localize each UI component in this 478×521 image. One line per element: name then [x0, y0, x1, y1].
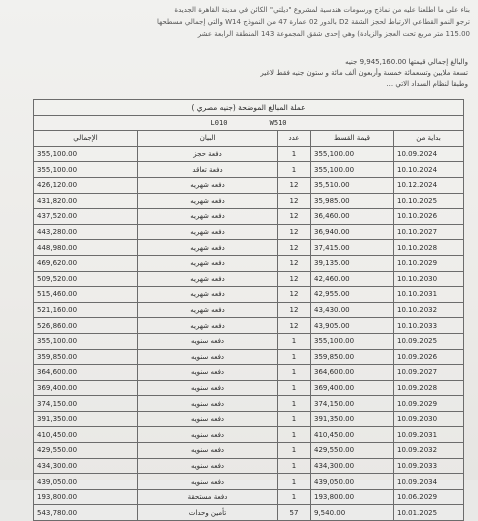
- cell-total: 526,860.00: [34, 318, 138, 334]
- cell-installment: 193,800.00: [311, 489, 394, 505]
- cell-description: دفعه شهريه: [138, 209, 278, 225]
- table-row: [34, 443, 464, 459]
- cell-installment: 434,300.00: [311, 458, 394, 474]
- cell-installment: 42,955.00: [311, 287, 394, 303]
- cell-total: 443,280.00: [34, 224, 138, 240]
- cell-start-date: 10.09.2032: [394, 443, 464, 459]
- intro-line: ترجو النمو القطاعي الارتباط لحجز الشقة D2 بالدور 02 عمارة 47 من النموذج W14 والتي إجمالي مسطحها: [157, 18, 470, 26]
- cell-total: 439,050.00: [34, 474, 138, 490]
- cell-total: 448,980.00: [34, 240, 138, 256]
- cell-start-date: 10.10.2027: [394, 224, 464, 240]
- table-row: [34, 271, 464, 287]
- cell-count: 1: [278, 458, 311, 474]
- cell-total: 437,520.00: [34, 209, 138, 225]
- cell-count: 1: [278, 443, 311, 459]
- cell-count: 1: [278, 349, 311, 365]
- cell-total: 193,800.00: [34, 489, 138, 505]
- cell-description: دفعه سنويه: [138, 427, 278, 443]
- cell-start-date: 10.09.2029: [394, 396, 464, 412]
- cell-count: 12: [278, 318, 311, 334]
- cell-description: دفعة حجز: [138, 146, 278, 162]
- table-row: [34, 333, 464, 349]
- cell-count: 12: [278, 177, 311, 193]
- cell-installment: 355,100.00: [311, 146, 394, 162]
- cell-count: 1: [278, 146, 311, 162]
- cell-installment: 9,540.00: [311, 505, 394, 521]
- header-count: عدد: [278, 131, 311, 147]
- cell-count: 12: [278, 209, 311, 225]
- cell-installment: 369,400.00: [311, 380, 394, 396]
- cell-description: دفعة مستحقة: [138, 489, 278, 505]
- total-in-words-line: تسعة ملايين وتسعمائة خمسة وأربعون ألف مائة و ستون جنيه فقط لاغير: [260, 69, 468, 77]
- table-row: [34, 146, 464, 162]
- table-row: [34, 505, 464, 521]
- cell-count: 12: [278, 224, 311, 240]
- cell-total: 429,550.00: [34, 443, 138, 459]
- table-title-row: [34, 100, 464, 116]
- table-header-row: [34, 131, 464, 147]
- table-code-row: [34, 115, 464, 131]
- table-row: [34, 177, 464, 193]
- cell-total: 543,780.00: [34, 505, 138, 521]
- cell-count: 1: [278, 380, 311, 396]
- total-price-line: والبالغ إجمالي قيمتها 9,945,160.00 جنيه: [345, 58, 468, 66]
- cell-total: 359,850.00: [34, 349, 138, 365]
- cell-start-date: 10.10.2033: [394, 318, 464, 334]
- intro-line: 115.00 متر مربع تحت العجز والزيادة) وهي إحدى شقق المجموعة 143 المنطقة الرابعة عشر: [197, 30, 470, 38]
- cell-description: دفعة تعاقد: [138, 162, 278, 178]
- price-summary: [120, 57, 468, 90]
- cell-installment: 355,100.00: [311, 333, 394, 349]
- cell-description: دفعه سنويه: [138, 396, 278, 412]
- cell-description: دفعه شهريه: [138, 271, 278, 287]
- cell-description: دفعه شهريه: [138, 177, 278, 193]
- cell-description: دفعه شهريه: [138, 287, 278, 303]
- cell-count: 1: [278, 333, 311, 349]
- cell-description: دفعه سنويه: [138, 443, 278, 459]
- table-row: [34, 240, 464, 256]
- cell-installment: 36,460.00: [311, 209, 394, 225]
- cell-start-date: 10.10.2025: [394, 193, 464, 209]
- cell-count: 12: [278, 240, 311, 256]
- header-description: البيان: [138, 131, 278, 147]
- cell-start-date: 10.10.2024: [394, 162, 464, 178]
- unit-code: L010: [210, 118, 228, 127]
- cell-start-date: 10.09.2027: [394, 365, 464, 381]
- cell-total: 391,350.00: [34, 411, 138, 427]
- cell-start-date: 10.09.2033: [394, 458, 464, 474]
- cell-installment: 36,940.00: [311, 224, 394, 240]
- cell-description: دفعه سنويه: [138, 333, 278, 349]
- cell-installment: 35,985.00: [311, 193, 394, 209]
- cell-count: 12: [278, 287, 311, 303]
- cell-description: دفعه شهريه: [138, 224, 278, 240]
- cell-count: 1: [278, 489, 311, 505]
- cell-count: 1: [278, 365, 311, 381]
- table-row: [34, 255, 464, 271]
- cell-installment: 391,350.00: [311, 411, 394, 427]
- cell-description: دفعه سنويه: [138, 349, 278, 365]
- cell-description: دفعه سنويه: [138, 365, 278, 381]
- cell-installment: 410,450.00: [311, 427, 394, 443]
- cell-installment: 42,460.00: [311, 271, 394, 287]
- header-installment: قيمة القسط: [311, 131, 394, 147]
- cell-total: 410,450.00: [34, 427, 138, 443]
- payment-schedule-table: [33, 99, 464, 521]
- header-total: الإجمالي: [34, 131, 138, 147]
- cell-total: 355,100.00: [34, 162, 138, 178]
- cell-count: 12: [278, 302, 311, 318]
- cell-count: 1: [278, 474, 311, 490]
- cell-count: 12: [278, 193, 311, 209]
- table-row: [34, 396, 464, 412]
- cell-description: دفعه شهريه: [138, 255, 278, 271]
- cell-total: 374,150.00: [34, 396, 138, 412]
- cell-installment: 37,415.00: [311, 240, 394, 256]
- cell-description: دفعه شهريه: [138, 318, 278, 334]
- cell-description: دفعه شهريه: [138, 193, 278, 209]
- cell-start-date: 10.09.2026: [394, 349, 464, 365]
- cell-total: 426,120.00: [34, 177, 138, 193]
- table-row: [34, 365, 464, 381]
- cell-start-date: 10.01.2025: [394, 505, 464, 521]
- table-row: [34, 458, 464, 474]
- cell-start-date: 10.06.2029: [394, 489, 464, 505]
- cell-installment: 43,905.00: [311, 318, 394, 334]
- header-start-date: بداية من: [394, 131, 464, 147]
- intro-paragraph: [8, 4, 470, 40]
- table-row: [34, 349, 464, 365]
- table-row: [34, 380, 464, 396]
- cell-description: دفعه شهريه: [138, 302, 278, 318]
- cell-description: دفعه سنويه: [138, 411, 278, 427]
- cell-start-date: 10.10.2029: [394, 255, 464, 271]
- cell-count: 1: [278, 427, 311, 443]
- cell-start-date: 10.09.2025: [394, 333, 464, 349]
- cell-installment: 355,100.00: [311, 162, 394, 178]
- cell-start-date: 10.09.2034: [394, 474, 464, 490]
- cell-start-date: 10.09.2024: [394, 146, 464, 162]
- cell-installment: 439,050.00: [311, 474, 394, 490]
- cell-start-date: 10.12.2024: [394, 177, 464, 193]
- table-row: [34, 224, 464, 240]
- cell-count: 1: [278, 411, 311, 427]
- cell-description: دفعه سنويه: [138, 474, 278, 490]
- cell-description: تأمين وحدات: [138, 505, 278, 521]
- cell-description: دفعه شهريه: [138, 240, 278, 256]
- table-row: [34, 489, 464, 505]
- cell-start-date: 10.09.2031: [394, 427, 464, 443]
- cell-total: 431,820.00: [34, 193, 138, 209]
- cell-start-date: 10.09.2030: [394, 411, 464, 427]
- payment-system-line: وطبقا لنظام السداد الاتي ...: [386, 80, 468, 88]
- cell-start-date: 10.10.2031: [394, 287, 464, 303]
- cell-start-date: 10.10.2026: [394, 209, 464, 225]
- table-row: [34, 411, 464, 427]
- cell-count: 12: [278, 271, 311, 287]
- cell-installment: 39,135.00: [311, 255, 394, 271]
- table-row: [34, 162, 464, 178]
- cell-total: 364,600.00: [34, 365, 138, 381]
- cell-installment: 359,850.00: [311, 349, 394, 365]
- table-row: [34, 193, 464, 209]
- table-title: عملة المبالغ الموضحة (جنيه مصري ): [34, 100, 464, 116]
- table-row: [34, 302, 464, 318]
- cell-description: دفعه سنويه: [138, 380, 278, 396]
- cell-total: 469,620.00: [34, 255, 138, 271]
- cell-start-date: 10.10.2028: [394, 240, 464, 256]
- cell-total: 515,460.00: [34, 287, 138, 303]
- cell-installment: 35,510.00: [311, 177, 394, 193]
- cell-installment: 429,550.00: [311, 443, 394, 459]
- cell-installment: 43,430.00: [311, 302, 394, 318]
- intro-line: بناء على ما اطلعنا عليه من نماذج ورسومات هندسية لمشروع "ديلتي" الكائن في مدينة القاهرة الجديدة: [174, 6, 470, 14]
- cell-start-date: 10.10.2030: [394, 271, 464, 287]
- cell-total: 355,100.00: [34, 146, 138, 162]
- cell-count: 1: [278, 162, 311, 178]
- cell-total: 434,300.00: [34, 458, 138, 474]
- cell-total: 369,400.00: [34, 380, 138, 396]
- cell-installment: 364,600.00: [311, 365, 394, 381]
- table-body: [34, 146, 464, 520]
- cell-total: 355,100.00: [34, 333, 138, 349]
- cell-total: 509,520.00: [34, 271, 138, 287]
- table-row: [34, 474, 464, 490]
- model-code: W510: [269, 118, 287, 127]
- table-row: [34, 209, 464, 225]
- cell-count: 12: [278, 255, 311, 271]
- cell-installment: 374,150.00: [311, 396, 394, 412]
- cell-start-date: 10.09.2028: [394, 380, 464, 396]
- cell-total: 521,160.00: [34, 302, 138, 318]
- cell-start-date: 10.10.2032: [394, 302, 464, 318]
- cell-description: دفعه سنويه: [138, 458, 278, 474]
- table-row: [34, 287, 464, 303]
- table-row: [34, 318, 464, 334]
- cell-count: 57: [278, 505, 311, 521]
- table-row: [34, 427, 464, 443]
- cell-count: 1: [278, 396, 311, 412]
